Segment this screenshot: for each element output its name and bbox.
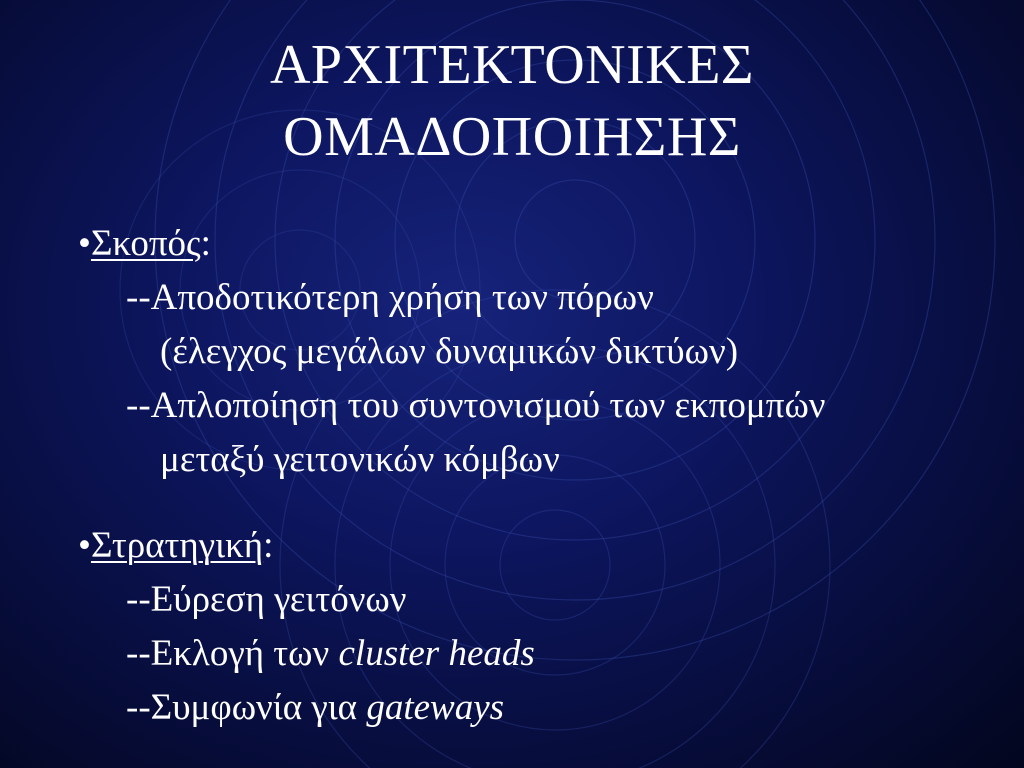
section-goal-heading bbox=[78, 222, 211, 266]
bullet: • bbox=[78, 223, 91, 264]
goal-item-1-line-2: (έλεγχος μεγάλων δυναμικών δικτύων) bbox=[160, 331, 739, 372]
goal-item-2-line-1 bbox=[126, 384, 826, 428]
slide-title-line-1: ΑΡΧΙΤΕΚΤΟΝΙΚΕΣ bbox=[269, 34, 755, 96]
goal-heading-text: Σκοπός bbox=[90, 223, 201, 264]
strategy-item-2-italic: cluster heads bbox=[338, 633, 535, 674]
dash: -- bbox=[126, 687, 151, 728]
goal-item-2-line-2: μεταξύ γειτονικών κόμβων bbox=[160, 439, 560, 480]
strategy-item-1 bbox=[126, 578, 407, 622]
section-strategy-heading bbox=[78, 524, 273, 568]
dash: -- bbox=[126, 385, 151, 426]
goal-item-1-line-1 bbox=[126, 276, 654, 320]
strategy-item-3-italic: gateways bbox=[366, 687, 505, 728]
dash: -- bbox=[126, 579, 151, 620]
colon: : bbox=[200, 223, 211, 264]
bullet: • bbox=[78, 525, 91, 566]
goal-item-1-text: Αποδοτικότερη χρήση των πόρων bbox=[150, 277, 654, 318]
dash: -- bbox=[126, 277, 151, 318]
colon: : bbox=[263, 525, 274, 566]
strategy-item-3-prefix: Συμφωνία για bbox=[150, 687, 367, 728]
strategy-item-3 bbox=[126, 686, 504, 730]
goal-item-2-text: Απλοποίηση του συντονισμού των εκπομπών bbox=[150, 385, 826, 426]
dash: -- bbox=[126, 633, 151, 674]
strategy-item-2 bbox=[126, 632, 535, 676]
strategy-item-1-text: Εύρεση γειτόνων bbox=[150, 579, 407, 620]
slide-title-line-2: ΟΜΑΔΟΠΟΙΗΣΗΣ bbox=[283, 106, 741, 168]
strategy-item-2-prefix: Εκλογή των bbox=[150, 633, 339, 674]
strategy-heading-text: Στρατηγική bbox=[90, 525, 264, 566]
